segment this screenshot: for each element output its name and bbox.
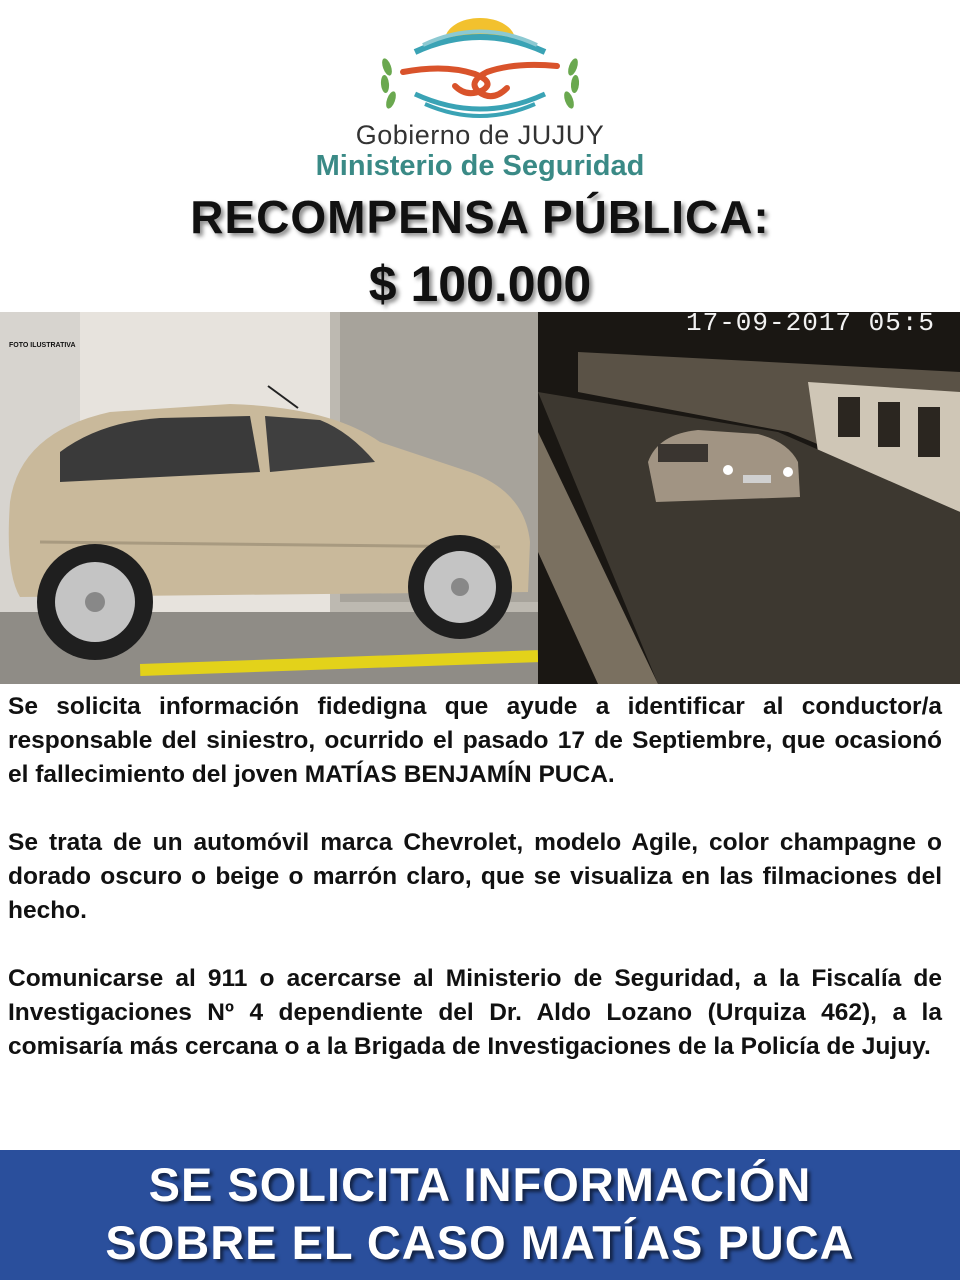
ministry-name: Ministerio de Seguridad	[315, 150, 645, 182]
paragraph-contact: Comunicarse al 911 o acercarse al Ministerio de Seguridad, a la Fiscalía de Investigaciones Nº 4 dependiente del Dr. Aldo Lozano (Urquiza 462), a la comisaría más cercana o a la Brigada de Investigaciones de la Policía de Jujuy.	[8, 965, 942, 1060]
government-name: Gobierno de JUJUY	[355, 120, 605, 150]
illustrative-car-photo	[0, 312, 538, 684]
reward-amount: $ 100.000	[368, 256, 592, 312]
cctv-timestamp: 17-09-2017 05:5	[686, 312, 936, 338]
paragraph-vehicle: Se trata de un automóvil marca Chevrolet, modelo Agile, color champagne o dorado oscuro o beige o marrón claro, que se visualiza en las filmaciones del hecho.	[8, 829, 942, 924]
header	[0, 0, 960, 310]
bottom-banner	[0, 1150, 960, 1280]
banner-line-2: SOBRE EL CASO MATÍAS PUCA	[105, 1216, 855, 1269]
photos-section	[0, 312, 960, 684]
banner-line-1: SE SOLICITA INFORMACIÓN	[148, 1158, 812, 1211]
reward-title: RECOMPENSA PÚBLICA:	[190, 191, 770, 243]
body-text	[8, 690, 942, 1064]
jujuy-government-logo	[375, 12, 585, 127]
illustrative-photo-caption: FOTO ILUSTRATIVA	[9, 342, 76, 349]
cctv-footage-photo	[538, 312, 960, 684]
paragraph-request: Se solicita información fidedigna que ayude a identificar al conductor/a responsable del siniestro, ocurrido el pasado 17 de Septiembre, que ocasionó el fallecimiento del joven MATÍAS BENJAMÍN PUCA.	[8, 693, 942, 788]
